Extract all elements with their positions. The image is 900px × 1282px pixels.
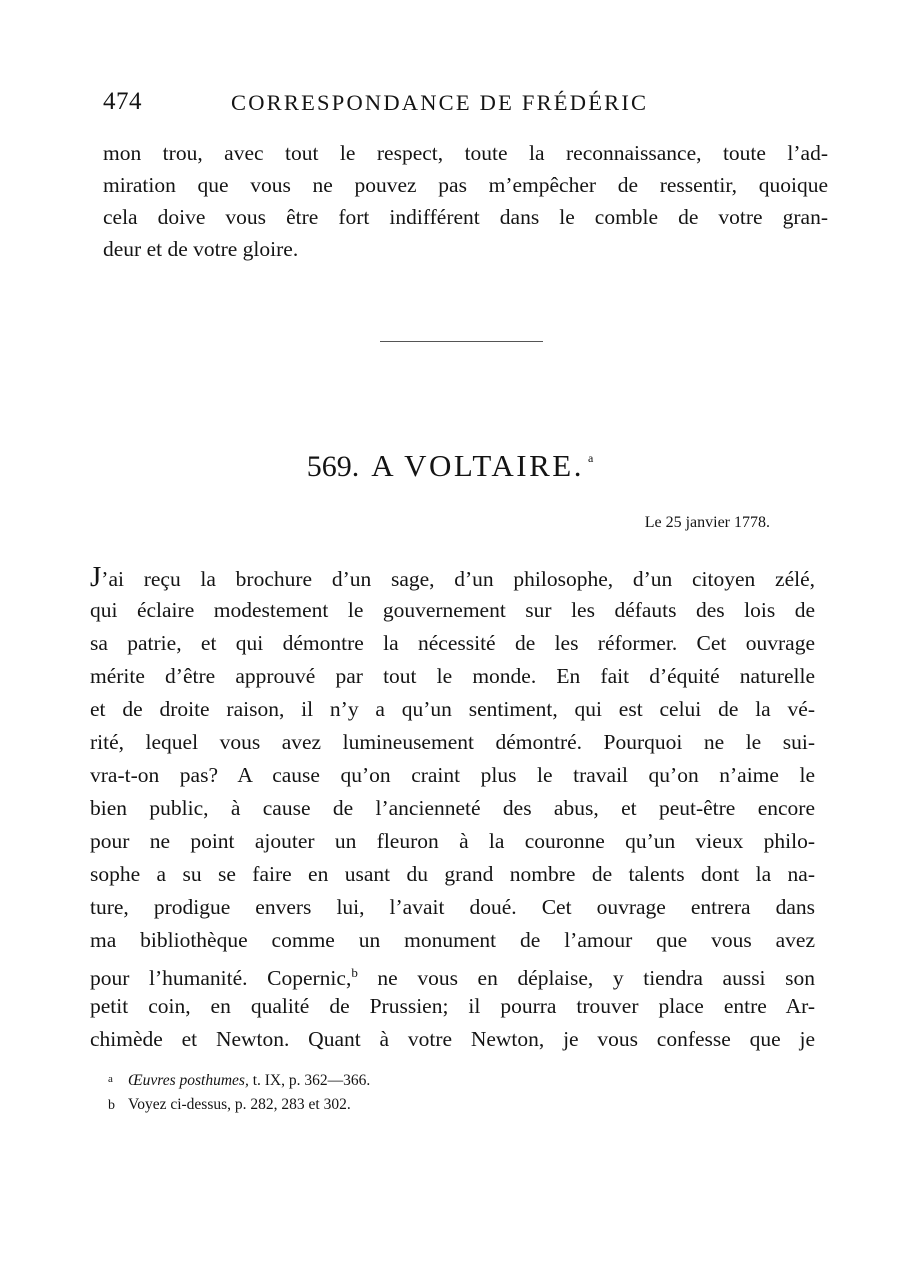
footnote-ref-b: b — [351, 965, 358, 980]
text-line: cela doive vous être fort indifférent dans le comble de votre gran- — [103, 205, 828, 229]
text-line-with-note — [90, 958, 815, 993]
text-line: pour ne point ajouter un fleuron à la couronne qu’un vieux philo- — [90, 829, 815, 853]
footnote-mark: b — [108, 1098, 115, 1113]
running-head — [103, 88, 703, 122]
letter-heading — [0, 448, 900, 484]
letter-date: Le 25 janvier 1778. — [644, 514, 770, 531]
text-line: sophe a su se faire en usant du grand nombre de talents dont la na- — [90, 862, 815, 886]
first-line-text: ’ai reçu la brochure d’un sage, d’un philosophe, d’un citoyen zélé, — [101, 567, 815, 591]
footnote-a — [108, 1072, 370, 1096]
text-line: et de droite raison, il n’y a qu’un sentiment, qui est celui de la vé- — [90, 697, 815, 721]
drop-cap: J — [90, 561, 102, 593]
text-line: mérite d’être approuvé par tout le monde. En fait d’équité naturelle — [90, 664, 815, 688]
page-number: 474 — [103, 88, 142, 115]
text-line: deur et de votre gloire. — [103, 237, 299, 261]
letter-number: 569. — [306, 450, 360, 483]
footnote-mark: a — [108, 1073, 113, 1085]
letter-title: A VOLTAIRE. — [371, 448, 584, 483]
text-line: rité, lequel vous avez lumineusement démontré. Pourquoi ne le sui- — [90, 730, 815, 754]
text-line-first — [90, 562, 815, 594]
text-line: miration que vous ne pouvez pas m’empêcher de ressentir, quoique — [103, 173, 828, 197]
text-line: vra-t-on pas? A cause qu’on craint plus le travail qu’on n’aime le — [90, 763, 815, 787]
running-title: CORRESPONDANCE DE FRÉDÉRIC — [231, 90, 649, 115]
footnote-source-title: Œuvres posthumes, — [128, 1072, 249, 1089]
text-segment: pour l’humanité. Copernic, — [90, 966, 352, 990]
text-line: ture, prodigue envers lui, l’avait doué. Cet ouvrage entrera dans — [90, 895, 815, 919]
text-line: bien public, à cause de l’ancienneté des abus, et peut-être encore — [90, 796, 815, 820]
text-line: chimède et Newton. Quant à votre Newton, je vous confesse que je — [90, 1027, 815, 1051]
text-segment: ne vous en déplaise, y tiendra aussi son — [357, 966, 816, 990]
footnote-b — [108, 1096, 370, 1120]
text-line: sa patrie, et qui démontre la nécessité de les réformer. Cet ouvrage — [90, 631, 815, 655]
text-line: petit coin, en qualité de Prussien; il pourra trouver place entre Ar- — [90, 994, 815, 1018]
footnote-text: t. IX, p. 362—366. — [248, 1072, 371, 1089]
text-line: mon trou, avec tout le respect, toute la reconnaissance, toute l’ad- — [103, 141, 828, 165]
text-line: ma bibliothèque comme un monument de l’amour que vous avez — [90, 928, 815, 952]
footnote-text: Voyez ci-dessus, p. 282, 283 et 302. — [128, 1096, 351, 1113]
footnotes — [108, 1072, 370, 1120]
text-line: qui éclaire modestement le gouvernement sur les défauts des lois de — [90, 598, 815, 622]
section-separator-rule — [380, 341, 543, 342]
footnote-ref-a: a — [587, 451, 594, 465]
